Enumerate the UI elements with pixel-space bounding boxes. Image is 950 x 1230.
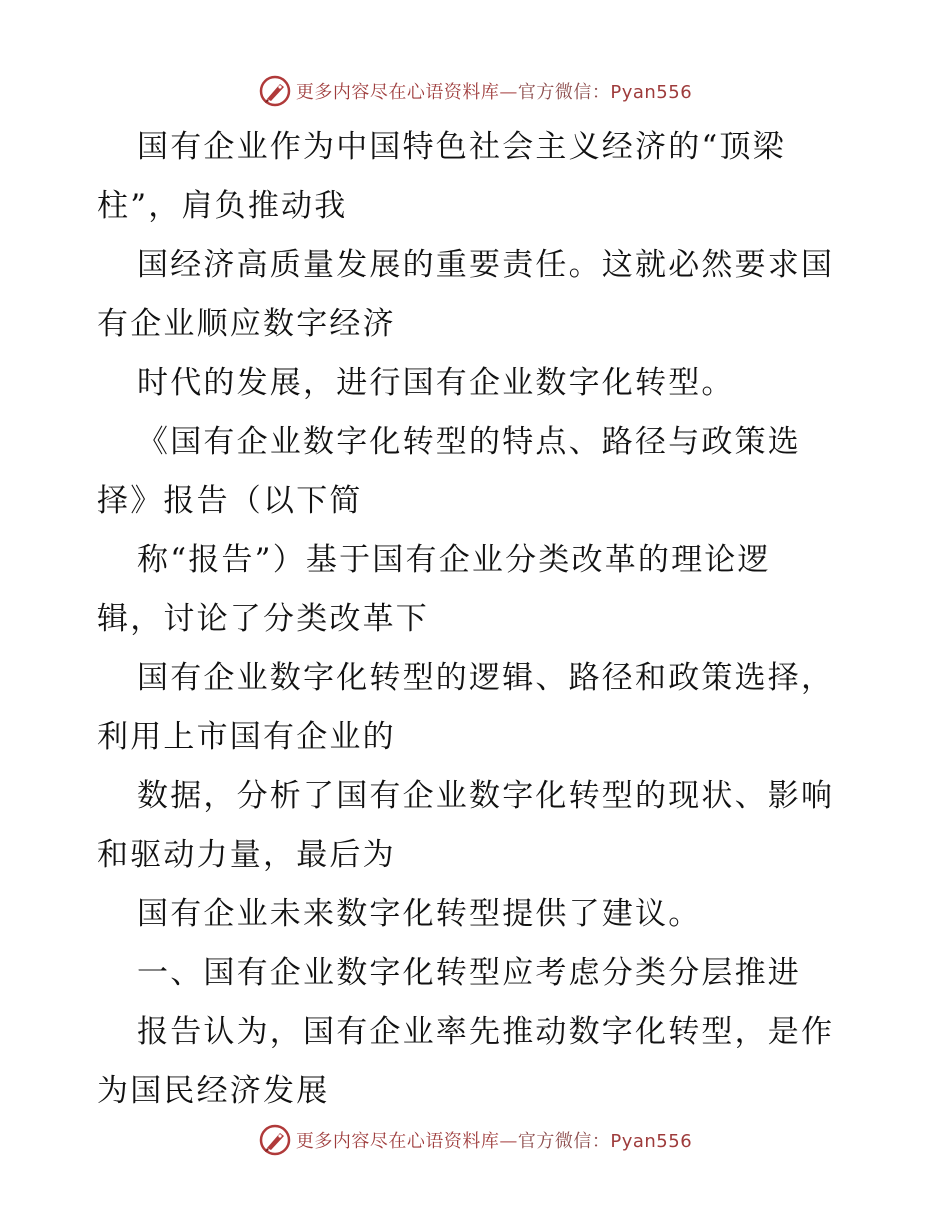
watermark-separator: — xyxy=(499,1131,518,1152)
text-line: 称“报告”）基于国有企业分类改革的理论逻 xyxy=(137,542,771,578)
text-line: 辑，讨论了分类改革下 xyxy=(97,601,429,637)
watermark-brand-text: 更多内容尽在心语资料库 xyxy=(295,82,500,103)
text-line: 有企业顺应数字经济 xyxy=(97,306,396,342)
watermark-wechat-label: 官方微信： xyxy=(517,1131,611,1152)
text-line: 利用上市国有企业的 xyxy=(97,719,396,755)
header-watermark xyxy=(0,71,950,111)
text-line: 国有企业作为中国特色社会主义经济的“顶梁 xyxy=(137,129,786,165)
watermark-brand-text: 更多内容尽在心语资料库 xyxy=(295,1131,500,1152)
pen-nib-logo-icon xyxy=(258,1123,292,1157)
text-line: 国有企业未来数字化转型提供了建议。 xyxy=(137,896,702,932)
watermark-wechat-label: 官方微信： xyxy=(517,82,611,103)
section-heading: 一、国有企业数字化转型应考虑分类分层推进 xyxy=(137,955,801,991)
text-line: 数据，分析了国有企业数字化转型的现状、影响 xyxy=(137,778,835,814)
text-line: 报告认为，国有企业率先推动数字化转型，是作 xyxy=(137,1014,835,1050)
watermark-wechat-id: Pyan556 xyxy=(610,1131,693,1152)
document-body xyxy=(97,118,857,1121)
text-line: 《国有企业数字化转型的特点、路径与政策选 xyxy=(137,424,801,460)
text-line: 国有企业数字化转型的逻辑、路径和政策选择， xyxy=(137,660,835,696)
watermark-separator: — xyxy=(499,82,518,103)
text-line: 和驱动力量，最后为 xyxy=(97,837,396,873)
text-line: 国经济高质量发展的重要责任。这就必然要求国 xyxy=(137,247,835,283)
text-line: 柱”，肩负推动我 xyxy=(97,188,348,224)
text-line: 择》报告（以下简 xyxy=(97,483,363,519)
footer-watermark xyxy=(0,1120,950,1160)
pen-nib-logo-icon xyxy=(258,74,292,108)
watermark-wechat-id: Pyan556 xyxy=(610,82,693,103)
text-line: 为国民经济发展 xyxy=(97,1073,330,1109)
text-line: 时代的发展，进行国有企业数字化转型。 xyxy=(137,365,735,401)
